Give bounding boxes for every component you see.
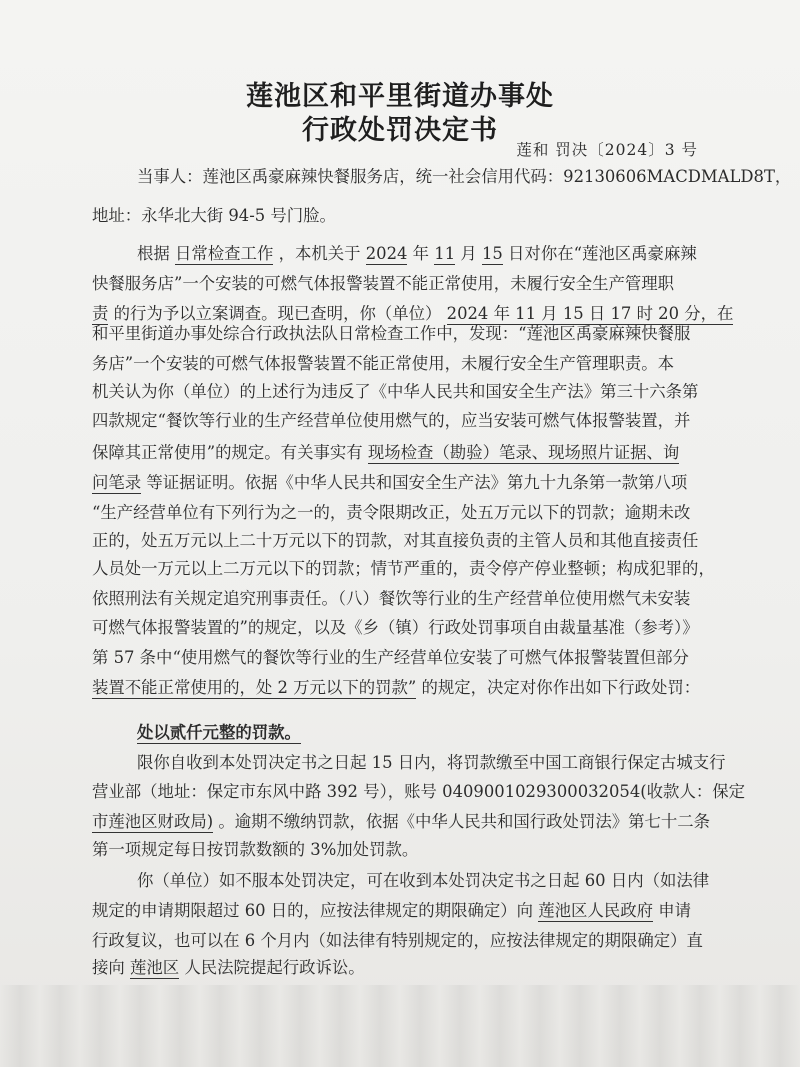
text-segment: 保障其正常使用”的规定。有关事实有 <box>92 443 363 462</box>
body-line <box>137 243 697 265</box>
body-line: 第一项规定每日按罚款数额的 3%加处罚款。 <box>92 840 419 859</box>
body-line: 务店”一个安装的可燃气体报警装置不能正常使用，未履行安全生产管理职责。本 <box>92 354 675 373</box>
body-line: 机关认为你（单位）的上述行为违反了《中华人民共和国安全生产法》第三十六条第 <box>92 382 699 401</box>
penalty-decision <box>137 722 301 744</box>
text-segment: 规定的申请期限超过 60 日的，应按法律规定的期限确定）向 <box>92 901 534 920</box>
filled-field: 现场检查（勘验）笔录、现场照片证据、询 <box>367 443 680 462</box>
text-segment: 接向 <box>92 958 125 977</box>
body-line: 和平里街道办事处综合行政执法队日常检查工作中，发现：“莲池区禹豪麻辣快餐服 <box>92 324 691 343</box>
text-segment: 月 <box>460 244 477 263</box>
filled-field: 装置不能正常使用的，处 2 万元以下的罚款” <box>92 678 417 697</box>
filled-field: 2024 <box>365 244 408 263</box>
text-segment: 根据 <box>137 244 170 263</box>
text-segment: 年 <box>412 244 430 263</box>
filled-field: 市莲池区财政局) <box>92 812 214 831</box>
body-line: 快餐服务店”一个安装的可燃气体报警装置不能正常使用，未履行安全生产管理职 <box>92 274 675 293</box>
party-line: 当事人：莲池区禹豪麻辣快餐服务店，统一社会信用代码：92130606MACDMALD8T， <box>137 167 792 186</box>
text-segment: 的规定，决定对你作出如下行政处罚： <box>421 678 701 697</box>
body-line: 行政复议，也可以在 6 个月内（如法律有特别规定的，应按法律规定的期限确定）直 <box>92 931 703 950</box>
body-line <box>92 957 365 979</box>
address-line: 地址：永华北大街 94-5 号门脸。 <box>92 206 336 225</box>
body-line: 正的，处五万元以上二十万元以下的罚款，对其直接负责的主管人员和其他直接责任 <box>92 531 699 550</box>
body-line: 可燃气体报警装置的”的规定，以及《乡（镇）行政处罚事项自由裁量基准（参考）》 <box>92 618 699 637</box>
issuer-title: 莲池区和平里街道办事处 <box>246 81 554 112</box>
text-segment: 人民法院提起行政诉讼。 <box>184 958 365 977</box>
filled-field: 11 <box>434 244 456 263</box>
paper-fold-shadow <box>0 985 800 1067</box>
penalty-amount: 处以贰仟元整的罚款。 <box>137 723 301 742</box>
document-title: 行政处罚决定书 <box>302 115 498 146</box>
body-line: 营业部（地址：保定市东风中路 392 号），账号 0409001029300032054(收款人：保定 <box>92 782 746 801</box>
text-segment: 等证据证明。依据《中华人民共和国安全生产法》第九十九条第一款第八项 <box>146 473 688 492</box>
body-line <box>92 472 687 494</box>
filled-field: 2024 年 11 月 15 日 17 时 20 分，在 <box>446 304 734 323</box>
body-line: 依照刑法有关规定追究刑事责任。（八）餐饮等行业的生产经营单位使用燃气未安装 <box>92 589 691 608</box>
body-line <box>92 900 691 922</box>
text-segment: ，本机关于 <box>278 244 361 263</box>
body-line <box>92 677 700 699</box>
text-segment: 日对你在“莲池区禹豪麻辣 <box>508 244 697 263</box>
filled-field: 15 <box>481 244 503 263</box>
text-segment: 。逾期不缴纳罚款，依据《中华人民共和国行政处罚法》第七十二条 <box>218 812 711 831</box>
body-line: 限你自收到本处罚决定书之日起 15 日内，将罚款缴至中国工商银行保定古城支行 <box>137 753 726 772</box>
text-segment: 的行为予以立案调查。现已查明，你（单位） <box>113 304 442 323</box>
filled-field: 莲池区 <box>130 958 180 977</box>
text-segment: 申请 <box>658 901 691 920</box>
filled-field: 问笔录 <box>92 473 142 492</box>
body-line <box>92 442 679 464</box>
filled-field: 莲池区人民政府 <box>538 901 653 920</box>
filled-field: 日常检查工作 <box>175 244 274 263</box>
body-line: 四款规定“餐饮等行业的生产经营单位使用燃气的，应当安装可燃气体报警装置，并 <box>92 411 691 430</box>
body-line: “生产经营单位有下列行为之一的，责令限期改正，处五万元以下的罚款；逾期未改 <box>92 503 691 522</box>
filled-field: 责 <box>92 304 109 323</box>
body-line: 你（单位）如不服本处罚决定，可在收到本处罚决定书之日起 60 日内（如法律 <box>137 871 710 890</box>
body-line: 第 57 条中“使用燃气的餐饮等行业的生产经营单位安装了可燃气体报警装置但部分 <box>92 648 689 667</box>
body-line <box>92 811 710 833</box>
body-line <box>92 303 733 325</box>
body-line: 人员处一万元以上二万元以下的罚款；情节严重的，责令停产停业整顿；构成犯罪的， <box>92 559 715 578</box>
document-number: 莲和 罚决〔2024〕3 号 <box>516 141 698 159</box>
